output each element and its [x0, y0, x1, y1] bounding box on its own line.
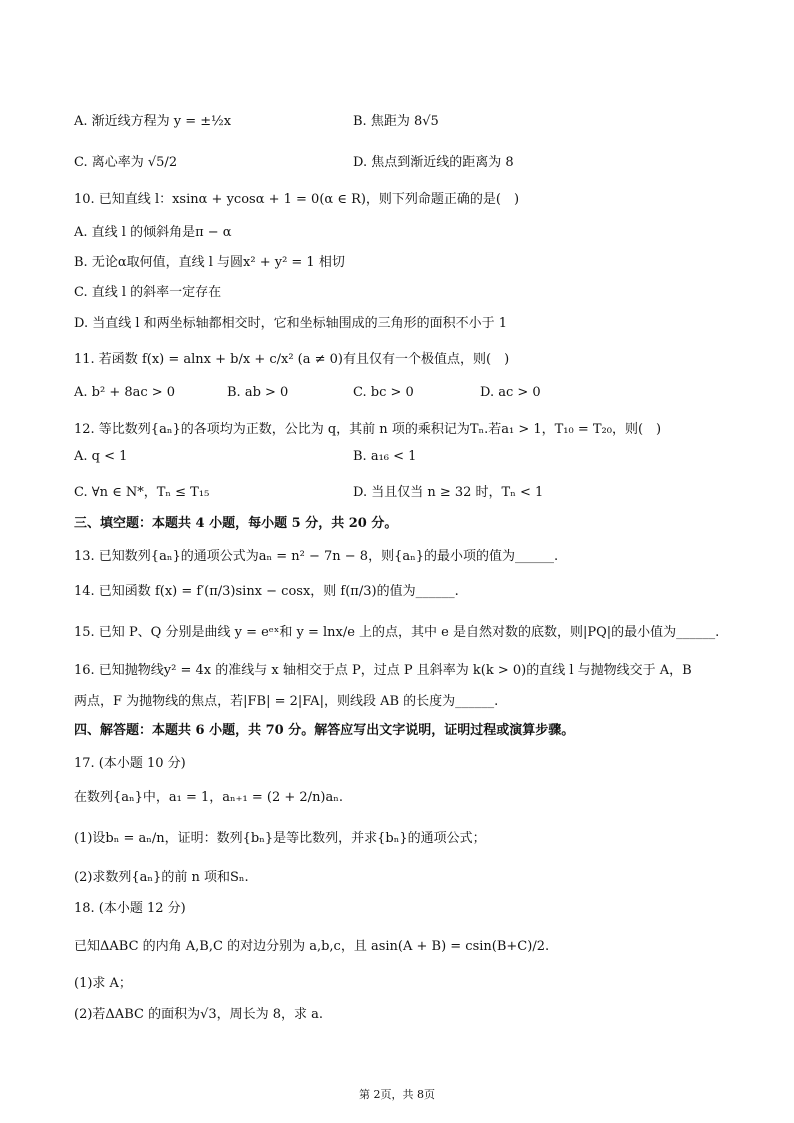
option-12b: B. a₁₆ < 1	[353, 449, 417, 464]
option-10c: C. 直线 l 的斜率一定存在	[74, 285, 222, 300]
question-16-line2: 两点，F 为抛物线的焦点，若|FB| = 2|FA|，则线段 AB 的长度为______.	[74, 694, 499, 709]
question-14: 14. 已知函数 f(x) = f′(π/3)sinx − cosx，则 f(π/3)的值为______.	[74, 584, 459, 599]
option-12c: C. ∀n ∈ N*，Tₙ ≤ T₁₅	[74, 485, 210, 500]
question-18-part2: (2)若ΔABC 的面积为√3，周长为 8，求 a.	[74, 1007, 324, 1022]
option-11a: A. b² + 8ac > 0	[74, 385, 176, 400]
option-9b: B. 焦距为 8√5	[353, 114, 439, 129]
section-heading-solutions: 四、解答题：本题共 6 小题，共 70 分。解答应写出文字说明，证明过程或演算步骤。	[74, 723, 575, 738]
option-12a: A. q < 1	[74, 449, 128, 464]
question-17-part1: (1)设bₙ = aₙ/n，证明：数列{bₙ}是等比数列，并求{bₙ}的通项公式；	[74, 831, 486, 846]
question-15: 15. 已知 P、Q 分别是曲线 y = eᵉˣ和 y = lnx/e 上的点，其中 e 是自然对数的底数，则|PQ|的最小值为______.	[74, 625, 720, 640]
question-11: 11. 若函数 f(x) = alnx + b/x + c/x² (a ≠ 0)有且仅有一个极值点，则( )	[74, 352, 510, 367]
section-heading-fill-blank: 三、填空题：本题共 4 小题，每小题 5 分，共 20 分。	[74, 516, 398, 531]
option-11d: D. ac > 0	[480, 385, 541, 400]
question-17-part2: (2)求数列{aₙ}的前 n 项和Sₙ.	[74, 870, 249, 885]
question-18-part1: (1)求 A；	[74, 976, 132, 991]
question-18-stem: 已知ΔABC 的内角 A,B,C 的对边分别为 a,b,c，且 asin(A + B) = csin(B+C)/2.	[74, 939, 550, 954]
option-10b: B. 无论α取何值，直线 l 与圆x² + y² = 1 相切	[74, 255, 345, 270]
option-11c: C. bc > 0	[353, 385, 414, 400]
question-16-line1: 16. 已知抛物线y² = 4x 的准线与 x 轴相交于点 P，过点 P 且斜率为 k(k > 0)的直线 l 与抛物线交于 A，B	[74, 663, 692, 678]
option-10d: D. 当直线 l 和两坐标轴都相交时，它和坐标轴围成的三角形的面积不小于 1	[74, 316, 508, 331]
option-9c: C. 离心率为 √5/2	[74, 155, 178, 170]
question-12: 12. 等比数列{aₙ}的各项均为正数，公比为 q，其前 n 项的乘积记为Tₙ.若a₁ > 1，T₁₀ = T₂₀，则( )	[74, 422, 662, 437]
option-10a: A. 直线 l 的倾斜角是π − α	[74, 225, 232, 240]
option-9d: D. 焦点到渐近线的距离为 8	[353, 155, 514, 170]
question-17-header: 17. (本小题 10 分)	[74, 756, 186, 771]
page-footer: 第 2页，共 8页	[359, 1088, 435, 1101]
option-11b: B. ab > 0	[227, 385, 289, 400]
question-13: 13. 已知数列{aₙ}的通项公式为aₙ = n² − 7n − 8，则{aₙ}的最小项的值为______.	[74, 549, 559, 564]
question-10: 10. 已知直线 l：xsinα + ycosα + 1 = 0(α ∈ R)，则下列命题正确的是( )	[74, 192, 520, 207]
question-18-header: 18. (本小题 12 分)	[74, 901, 186, 916]
option-9a: A. 渐近线方程为 y = ±½x	[74, 114, 232, 129]
option-12d: D. 当且仅当 n ≥ 32 时，Tₙ < 1	[353, 485, 544, 500]
question-17-stem: 在数列{aₙ}中，a₁ = 1，aₙ₊₁ = (2 + 2/n)aₙ.	[74, 790, 344, 805]
